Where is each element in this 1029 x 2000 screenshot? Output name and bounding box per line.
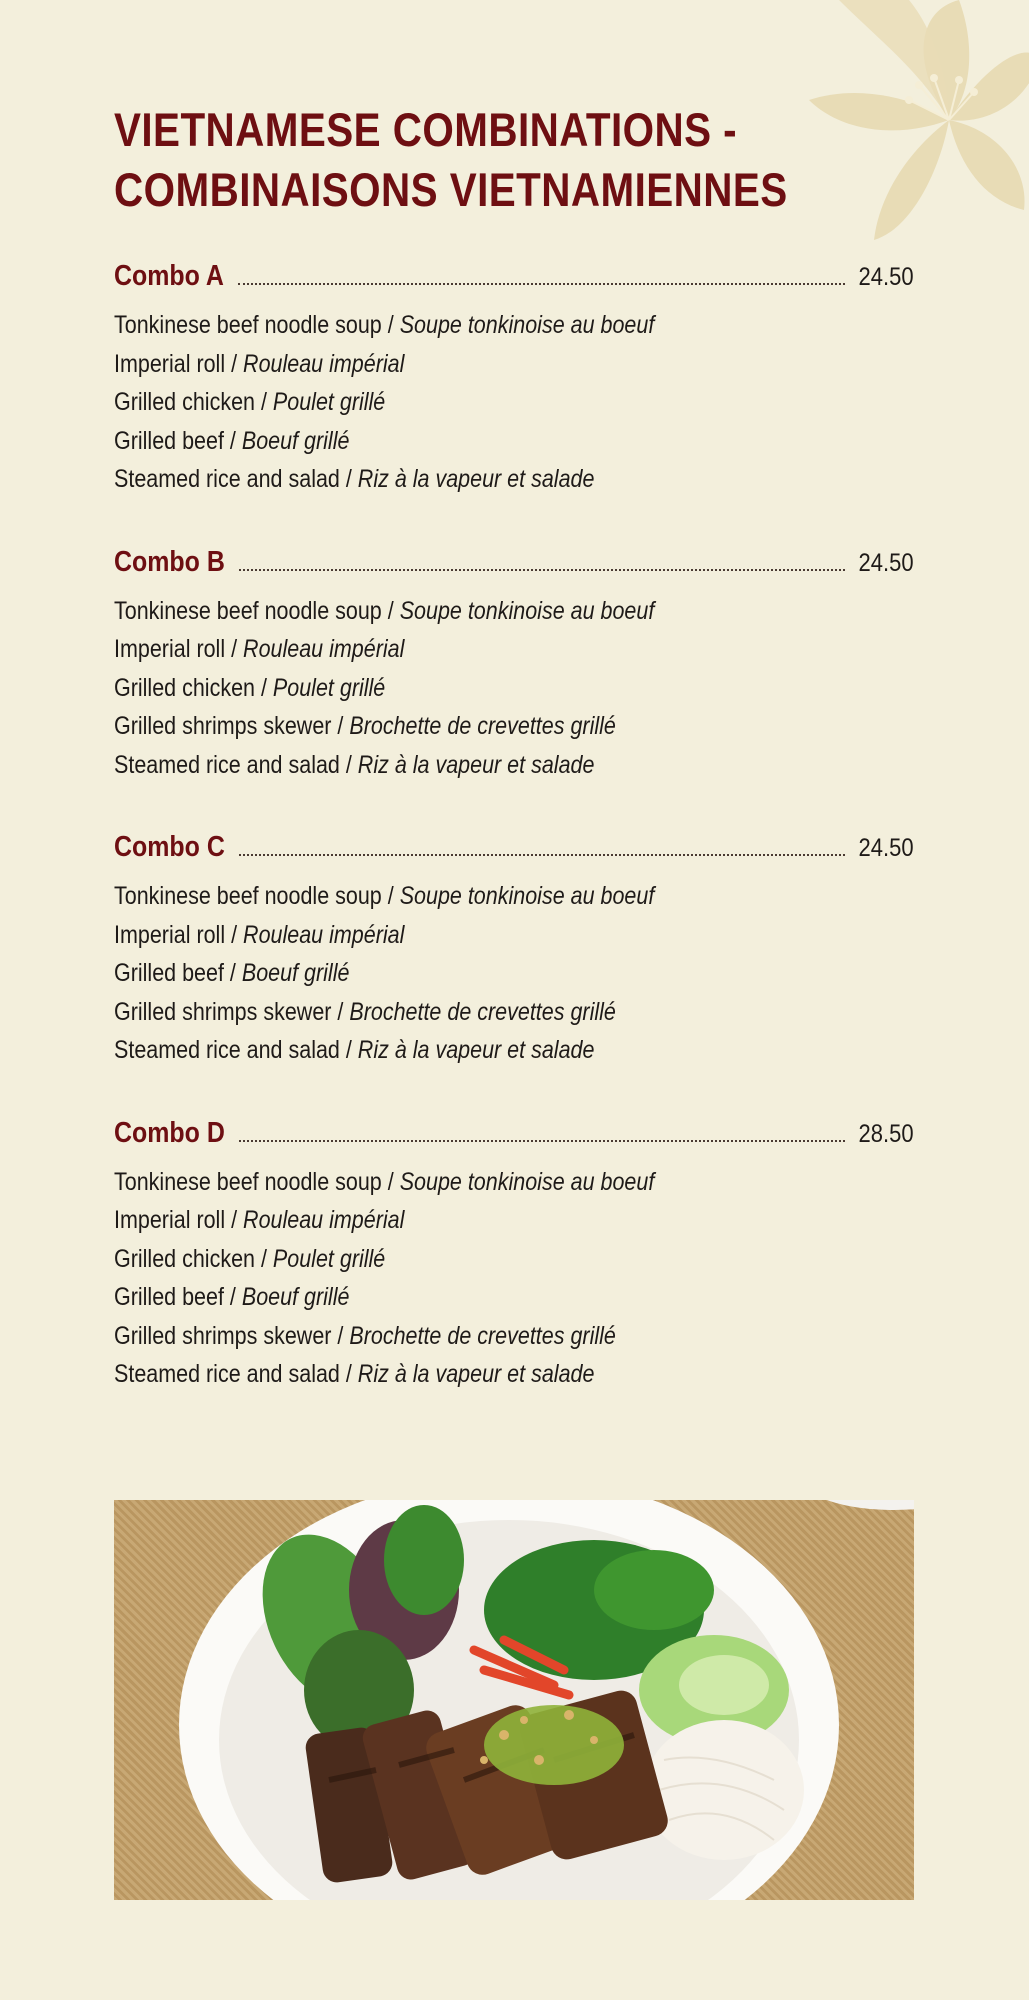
list-item bbox=[114, 993, 802, 1032]
item-english: Steamed rice and salad / bbox=[114, 465, 358, 493]
noodle-bowl-illustration bbox=[114, 1500, 914, 1900]
combo-name: Combo D bbox=[114, 1116, 225, 1149]
list-item bbox=[114, 422, 802, 461]
combo-b bbox=[114, 546, 914, 785]
list-item bbox=[114, 460, 802, 499]
item-french: Boeuf grillé bbox=[241, 959, 350, 987]
list-item bbox=[114, 669, 802, 708]
item-french: Soupe tonkinoise au boeuf bbox=[399, 311, 655, 339]
item-french: Riz à la vapeur et salade bbox=[357, 1036, 595, 1064]
dotted-leader bbox=[239, 853, 846, 856]
list-item bbox=[114, 746, 802, 785]
dotted-leader bbox=[239, 568, 846, 571]
item-french: Soupe tonkinoise au boeuf bbox=[399, 1167, 655, 1196]
list-item bbox=[114, 1278, 802, 1317]
item-french: Boeuf grillé bbox=[241, 426, 350, 455]
item-french: Brochette de crevettes grillé bbox=[349, 997, 616, 1026]
item-french: Riz à la vapeur et salade bbox=[357, 1360, 595, 1388]
item-english: Grilled shrimps skewer / bbox=[114, 712, 350, 740]
item-french: Soupe tonkinoise au boeuf bbox=[399, 596, 655, 625]
item-english: Tonkinese beef noodle soup / bbox=[114, 1167, 400, 1196]
item-english: Imperial roll / bbox=[114, 1206, 244, 1234]
item-english: Grilled chicken / bbox=[114, 673, 273, 702]
combo-a bbox=[114, 260, 914, 499]
list-item bbox=[114, 1163, 802, 1202]
combo-header bbox=[114, 260, 914, 300]
combo-items bbox=[114, 877, 914, 1070]
list-item bbox=[114, 592, 802, 631]
combo-name: Combo B bbox=[114, 545, 225, 578]
combo-items bbox=[114, 1163, 914, 1394]
title-line-1: VIETNAMESE COMBINATIONS - bbox=[114, 103, 738, 156]
list-item bbox=[114, 345, 802, 384]
combo-items bbox=[114, 592, 914, 785]
list-item bbox=[114, 1355, 802, 1394]
combo-header bbox=[114, 831, 914, 871]
food-photo bbox=[114, 1500, 914, 1900]
list-item bbox=[114, 877, 802, 916]
item-english: Grilled chicken / bbox=[114, 388, 273, 416]
combo-price: 28.50 bbox=[858, 1119, 914, 1148]
item-french: Rouleau impérial bbox=[243, 349, 405, 378]
combo-c bbox=[114, 831, 914, 1070]
item-french: Soupe tonkinoise au boeuf bbox=[399, 882, 655, 910]
item-english: Grilled shrimps skewer / bbox=[114, 1321, 350, 1350]
item-english: Steamed rice and salad / bbox=[114, 1360, 358, 1388]
list-item bbox=[114, 630, 802, 669]
list-item bbox=[114, 1201, 802, 1240]
item-french: Boeuf grillé bbox=[241, 1283, 350, 1311]
combo-name: Combo C bbox=[114, 831, 225, 863]
list-item bbox=[114, 306, 802, 345]
list-item bbox=[114, 916, 802, 955]
combo-name: Combo A bbox=[114, 260, 224, 292]
item-french: Rouleau impérial bbox=[243, 920, 405, 949]
item-english: Grilled beef / bbox=[114, 426, 242, 455]
combo-price: 24.50 bbox=[858, 548, 914, 577]
combo-list bbox=[114, 260, 914, 1394]
item-english: Tonkinese beef noodle soup / bbox=[114, 596, 400, 625]
item-english: Grilled beef / bbox=[114, 1283, 242, 1311]
list-item bbox=[114, 954, 802, 993]
item-english: Grilled chicken / bbox=[114, 1244, 273, 1273]
item-english: Imperial roll / bbox=[114, 635, 244, 663]
item-french: Brochette de crevettes grillé bbox=[349, 712, 616, 740]
combo-header bbox=[114, 546, 914, 586]
item-english: Steamed rice and salad / bbox=[114, 750, 358, 779]
dotted-leader bbox=[238, 282, 846, 285]
item-french: Poulet grillé bbox=[272, 388, 386, 416]
item-french: Poulet grillé bbox=[272, 1244, 386, 1273]
combo-price: 24.50 bbox=[858, 834, 914, 862]
item-french: Poulet grillé bbox=[272, 673, 386, 702]
title-line-2: COMBINAISONS VIETNAMIENNES bbox=[114, 163, 788, 216]
combo-header bbox=[114, 1117, 914, 1157]
item-french: Riz à la vapeur et salade bbox=[357, 750, 595, 779]
item-french: Rouleau impérial bbox=[243, 635, 405, 663]
list-item bbox=[114, 707, 802, 746]
item-english: Imperial roll / bbox=[114, 920, 244, 949]
page-title bbox=[114, 100, 802, 220]
combo-price: 24.50 bbox=[858, 263, 914, 291]
list-item bbox=[114, 1317, 802, 1356]
list-item bbox=[114, 383, 802, 422]
item-french: Brochette de crevettes grillé bbox=[349, 1321, 616, 1350]
item-english: Steamed rice and salad / bbox=[114, 1036, 358, 1064]
combo-items bbox=[114, 306, 914, 499]
item-english: Tonkinese beef noodle soup / bbox=[114, 882, 400, 910]
menu-page bbox=[114, 100, 914, 1441]
item-french: Riz à la vapeur et salade bbox=[357, 465, 595, 493]
item-english: Tonkinese beef noodle soup / bbox=[114, 311, 400, 339]
combo-d bbox=[114, 1117, 914, 1394]
item-english: Grilled shrimps skewer / bbox=[114, 997, 350, 1026]
item-french: Rouleau impérial bbox=[243, 1206, 405, 1234]
list-item bbox=[114, 1240, 802, 1279]
dotted-leader bbox=[239, 1139, 846, 1142]
item-english: Imperial roll / bbox=[114, 349, 244, 378]
list-item bbox=[114, 1031, 802, 1070]
item-english: Grilled beef / bbox=[114, 959, 242, 987]
